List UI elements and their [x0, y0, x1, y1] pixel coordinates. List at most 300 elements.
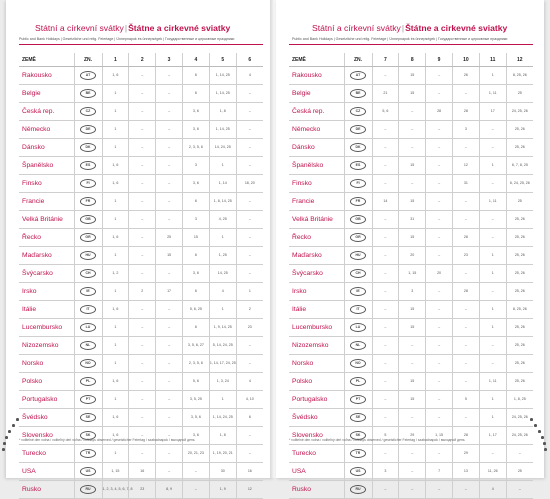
- holiday-dates: –: [156, 103, 183, 121]
- holiday-dates: –: [129, 139, 156, 157]
- country-code-badge: GR: [350, 233, 366, 242]
- holiday-dates: –: [156, 409, 183, 427]
- column-header-code: ZN.: [74, 53, 102, 67]
- holiday-dates: –: [399, 481, 426, 499]
- table-row: [289, 301, 533, 319]
- country-code-badge: US: [80, 467, 96, 476]
- holiday-dates: 23: [129, 481, 156, 499]
- holiday-dates: 1: [102, 193, 129, 211]
- holiday-dates: 7: [426, 463, 453, 481]
- country-name: Finsko: [289, 175, 344, 193]
- holiday-dates: –: [452, 409, 479, 427]
- country-code-cell: [344, 193, 372, 211]
- table-row: [19, 337, 263, 355]
- column-header-country: ZEMĚ: [19, 53, 74, 67]
- holiday-dates: –: [156, 445, 183, 463]
- holiday-dates: –: [236, 337, 263, 355]
- holiday-dates: 15: [399, 67, 426, 85]
- holiday-dates: 1: [479, 391, 506, 409]
- holiday-dates: –: [156, 67, 183, 85]
- table-row: [19, 265, 263, 283]
- country-name: Velká Británie: [289, 211, 344, 229]
- holiday-dates: 14: [372, 193, 399, 211]
- holiday-dates: 15: [399, 193, 426, 211]
- holiday-dates: –: [129, 409, 156, 427]
- holiday-dates: –: [452, 319, 479, 337]
- holiday-dates: 1: [102, 337, 129, 355]
- holiday-dates: 1: [479, 247, 506, 265]
- table-row: [289, 121, 533, 139]
- holiday-dates: 24, 25, 26: [506, 409, 533, 427]
- holiday-dates: 20, 21, 23: [182, 445, 209, 463]
- holiday-dates: 15: [399, 319, 426, 337]
- holiday-dates: 4: [236, 373, 263, 391]
- holiday-dates: –: [399, 139, 426, 157]
- column-header-month: 3: [156, 53, 183, 67]
- holiday-dates: 1, 15: [399, 265, 426, 283]
- holiday-dates: 15: [399, 157, 426, 175]
- holiday-dates: 17: [479, 103, 506, 121]
- holiday-dates: 29: [452, 445, 479, 463]
- country-code-badge: PL: [80, 377, 96, 386]
- right-page: [276, 0, 544, 493]
- holiday-dates: 28: [452, 229, 479, 247]
- country-code-cell: [344, 265, 372, 283]
- holiday-dates: 1, 9, 14, 25: [209, 319, 236, 337]
- holiday-dates: –: [156, 85, 183, 103]
- country-code-cell: [344, 85, 372, 103]
- holiday-dates: 3, 6: [182, 103, 209, 121]
- holiday-dates: –: [372, 265, 399, 283]
- holiday-dates: –: [236, 265, 263, 283]
- holiday-dates: 25, 26: [506, 283, 533, 301]
- holiday-dates: –: [399, 175, 426, 193]
- holiday-dates: –: [156, 337, 183, 355]
- holiday-dates: –: [372, 337, 399, 355]
- column-header-code: ZN.: [344, 53, 372, 67]
- holiday-dates: –: [129, 103, 156, 121]
- holiday-dates: 14, 25: [209, 265, 236, 283]
- holiday-dates: 25, 26: [506, 121, 533, 139]
- country-name: Irsko: [19, 283, 74, 301]
- holiday-dates: 28: [452, 103, 479, 121]
- country-code-cell: [344, 481, 372, 499]
- holiday-dates: –: [129, 355, 156, 373]
- country-name: Španělsko: [19, 157, 74, 175]
- holiday-dates: –: [426, 139, 453, 157]
- holiday-dates: 1: [479, 319, 506, 337]
- country-name: Rusko: [19, 481, 74, 499]
- holiday-dates: –: [129, 265, 156, 283]
- holiday-dates: –: [426, 211, 453, 229]
- country-name: Polsko: [19, 373, 74, 391]
- holiday-dates: 1, 6: [102, 427, 129, 445]
- holiday-dates: 6: [182, 85, 209, 103]
- holiday-dates: 2, 3, 5, 6: [182, 139, 209, 157]
- country-name: Nizozemsko: [19, 337, 74, 355]
- holiday-dates: –: [129, 445, 156, 463]
- holiday-dates: 13: [452, 463, 479, 481]
- table-row: [19, 355, 263, 373]
- table-row: [289, 445, 533, 463]
- holiday-dates: 1, 3, 24: [209, 373, 236, 391]
- holiday-dates: 6: [182, 319, 209, 337]
- holiday-dates: 3: [182, 157, 209, 175]
- country-name: Rusko: [289, 481, 344, 499]
- holiday-dates: –: [452, 301, 479, 319]
- country-name: Belgie: [19, 85, 74, 103]
- title-separator: |: [401, 23, 405, 33]
- country-code-badge: FI: [80, 179, 96, 188]
- country-code-cell: [344, 103, 372, 121]
- country-code-badge: DE: [350, 125, 366, 134]
- holiday-dates: –: [129, 319, 156, 337]
- holiday-dates: –: [452, 139, 479, 157]
- holiday-dates: 1, 14: [209, 175, 236, 193]
- holiday-dates: –: [129, 247, 156, 265]
- holiday-dates: –: [426, 247, 453, 265]
- holiday-dates: 3: [452, 121, 479, 139]
- country-code-badge: NL: [80, 341, 96, 350]
- country-code-badge: SE: [350, 413, 366, 422]
- holiday-dates: –: [129, 121, 156, 139]
- holiday-dates: 8, 25, 26: [506, 67, 533, 85]
- holiday-dates: –: [399, 121, 426, 139]
- holiday-dates: 20: [399, 247, 426, 265]
- holiday-dates: 1, 2: [102, 265, 129, 283]
- holiday-dates: 1: [479, 265, 506, 283]
- country-code-badge: IE: [350, 287, 366, 296]
- holiday-dates: –: [372, 139, 399, 157]
- holiday-dates: 4: [479, 481, 506, 499]
- country-code-badge: DE: [80, 125, 96, 134]
- country-code-badge: CZ: [80, 107, 96, 116]
- country-code-cell: [74, 301, 102, 319]
- holiday-dates: –: [236, 121, 263, 139]
- column-header-month: 7: [372, 53, 399, 67]
- holiday-table-left: [19, 53, 263, 499]
- country-name: Maďarsko: [289, 247, 344, 265]
- holiday-dates: 3: [399, 283, 426, 301]
- column-header-month: 9: [426, 53, 453, 67]
- holiday-dates: 1, 2, 3, 4, 5, 6, 7, 8: [102, 481, 129, 499]
- country-name: Itálie: [19, 301, 74, 319]
- holiday-dates: –: [479, 211, 506, 229]
- holiday-dates: 25: [506, 193, 533, 211]
- country-name: Francie: [19, 193, 74, 211]
- country-name: Maďarsko: [19, 247, 74, 265]
- holiday-dates: –: [372, 175, 399, 193]
- holiday-dates: –: [156, 373, 183, 391]
- holiday-dates: 8, 25, 26: [506, 301, 533, 319]
- holiday-dates: –: [479, 355, 506, 373]
- holiday-dates: 1, 25: [209, 247, 236, 265]
- country-code-badge: SK: [350, 431, 366, 440]
- holiday-dates: 21: [372, 85, 399, 103]
- holiday-dates: 26: [452, 67, 479, 85]
- holiday-dates: 1, 19, 20, 21: [209, 445, 236, 463]
- holiday-dates: –: [506, 445, 533, 463]
- holiday-dates: –: [399, 409, 426, 427]
- holiday-dates: 16: [236, 463, 263, 481]
- country-name: Turecko: [19, 445, 74, 463]
- holiday-dates: 1, 6: [102, 301, 129, 319]
- holiday-dates: –: [372, 229, 399, 247]
- holiday-dates: 25, 26: [506, 211, 533, 229]
- left-page: [6, 0, 274, 493]
- holiday-dates: –: [426, 229, 453, 247]
- holiday-dates: 1, 11: [479, 193, 506, 211]
- holiday-dates: –: [129, 301, 156, 319]
- country-code-badge: LU: [80, 323, 96, 332]
- country-code-cell: [344, 301, 372, 319]
- holiday-dates: 25, 26: [506, 373, 533, 391]
- holiday-dates: 25, 26: [506, 229, 533, 247]
- country-name: Česká rep.: [289, 103, 344, 121]
- holiday-dates: 6: [182, 67, 209, 85]
- holiday-dates: –: [399, 355, 426, 373]
- holiday-dates: 25, 26: [506, 337, 533, 355]
- country-code-badge: FR: [80, 197, 96, 206]
- country-code-badge: IE: [80, 287, 96, 296]
- column-header-month: 1: [102, 53, 129, 67]
- table-row: [19, 373, 263, 391]
- header-rule: [19, 44, 263, 45]
- holiday-dates: 25, 26: [506, 319, 533, 337]
- holiday-dates: –: [129, 211, 156, 229]
- holiday-dates: 1: [209, 229, 236, 247]
- holiday-dates: –: [479, 121, 506, 139]
- table-row: [19, 229, 263, 247]
- holiday-dates: 2, 3, 5, 6: [182, 355, 209, 373]
- holiday-dates: 30: [209, 463, 236, 481]
- holiday-dates: –: [372, 67, 399, 85]
- holiday-dates: –: [372, 481, 399, 499]
- holiday-dates: 1, 14, 17, 24, 25: [209, 355, 236, 373]
- country-name: Portugalsko: [289, 391, 344, 409]
- page-subtitle: Public and Bank Holidays | Gesetzliche und relig. Feiertage | Ünnepnapok és ünnepségek | Государственные и церковные праздники: [19, 37, 235, 41]
- holiday-dates: 1: [209, 157, 236, 175]
- holiday-dates: 28: [452, 427, 479, 445]
- country-name: Irsko: [289, 283, 344, 301]
- holiday-dates: –: [479, 283, 506, 301]
- country-code-cell: [344, 319, 372, 337]
- table-row: [19, 85, 263, 103]
- country-name: Dánsko: [289, 139, 344, 157]
- holiday-dates: 1, 8, 25: [506, 391, 533, 409]
- holiday-dates: 23: [452, 247, 479, 265]
- holiday-dates: 1: [102, 283, 129, 301]
- country-name: Lucembursko: [289, 319, 344, 337]
- column-header-month: 8: [399, 53, 426, 67]
- country-name: Turecko: [289, 445, 344, 463]
- holiday-dates: 5, 6, 25: [182, 301, 209, 319]
- country-code-cell: [344, 463, 372, 481]
- holiday-dates: –: [129, 67, 156, 85]
- holiday-dates: 1, 15: [426, 427, 453, 445]
- holiday-dates: 1: [102, 139, 129, 157]
- holiday-dates: 1: [479, 301, 506, 319]
- country-code-cell: [344, 247, 372, 265]
- column-header-month: 5: [209, 53, 236, 67]
- holiday-dates: –: [129, 193, 156, 211]
- holiday-dates: 1, 11: [479, 373, 506, 391]
- table-row: [19, 121, 263, 139]
- table-row: [289, 283, 533, 301]
- holiday-dates: 11, 26: [479, 463, 506, 481]
- table-row: [19, 391, 263, 409]
- country-code-cell: [344, 373, 372, 391]
- table-row: [19, 103, 263, 121]
- country-name: Portugalsko: [19, 391, 74, 409]
- holiday-dates: 1, 14, 25: [209, 67, 236, 85]
- country-name: Švýcarsko: [289, 265, 344, 283]
- country-code-badge: AT: [80, 71, 96, 80]
- country-code-cell: [74, 355, 102, 373]
- country-code-badge: AT: [350, 71, 366, 80]
- holiday-dates: 1, 14, 25: [209, 121, 236, 139]
- table-row: [19, 139, 263, 157]
- holiday-dates: –: [372, 445, 399, 463]
- holiday-dates: 5: [452, 391, 479, 409]
- holiday-dates: 5, 14, 24, 25: [209, 337, 236, 355]
- country-code-cell: [74, 373, 102, 391]
- title-separator: |: [124, 23, 128, 33]
- holiday-dates: 25, 26: [506, 355, 533, 373]
- table-row: [289, 481, 533, 499]
- holiday-dates: –: [236, 157, 263, 175]
- holiday-dates: 31: [452, 175, 479, 193]
- holiday-dates: –: [452, 355, 479, 373]
- country-name: USA: [289, 463, 344, 481]
- country-code-badge: PT: [350, 395, 366, 404]
- table-row: [289, 391, 533, 409]
- ring-binding-holes-left: [2, 418, 24, 458]
- column-header-month: 11: [479, 53, 506, 67]
- holiday-dates: 25: [156, 229, 183, 247]
- holiday-dates: 1, 6: [102, 157, 129, 175]
- holiday-dates: –: [236, 247, 263, 265]
- table-row: [289, 175, 533, 193]
- holiday-dates: 1: [479, 67, 506, 85]
- country-code-badge: DK: [80, 143, 96, 152]
- holiday-dates: 1, 8, 14, 25: [209, 193, 236, 211]
- holiday-dates: 1: [102, 85, 129, 103]
- holiday-dates: –: [426, 85, 453, 103]
- holiday-dates: –: [399, 445, 426, 463]
- country-code-badge: PT: [80, 395, 96, 404]
- country-code-badge: SE: [80, 413, 96, 422]
- holiday-dates: 12: [236, 481, 263, 499]
- table-row: [19, 67, 263, 85]
- holiday-dates: –: [156, 463, 183, 481]
- country-code-cell: [74, 337, 102, 355]
- holiday-dates: –: [236, 445, 263, 463]
- holiday-dates: 1, 14, 25: [209, 85, 236, 103]
- country-code-badge: SK: [80, 431, 96, 440]
- title-cz: Státní a církevní svátky: [312, 23, 401, 33]
- holiday-dates: –: [156, 157, 183, 175]
- holiday-dates: 1: [102, 445, 129, 463]
- table-row: [289, 67, 533, 85]
- country-code-badge: LU: [350, 323, 366, 332]
- country-code-badge: NO: [80, 359, 96, 368]
- title-sk: Štátne a cirkevné sviatky: [405, 23, 508, 33]
- holiday-dates: –: [372, 319, 399, 337]
- holiday-dates: 15: [399, 301, 426, 319]
- holiday-dates: 6: [182, 193, 209, 211]
- holiday-dates: –: [372, 409, 399, 427]
- country-code-cell: [74, 229, 102, 247]
- country-code-badge: DK: [350, 143, 366, 152]
- holiday-dates: 1, 6: [102, 373, 129, 391]
- country-code-badge: BE: [80, 89, 96, 98]
- holiday-dates: 3: [182, 211, 209, 229]
- country-code-cell: [344, 283, 372, 301]
- ring-binding-holes-right: [526, 418, 548, 458]
- holiday-dates: –: [372, 391, 399, 409]
- holiday-dates: 1: [479, 409, 506, 427]
- country-name: Řecko: [289, 229, 344, 247]
- holiday-dates: 1, 6: [102, 229, 129, 247]
- holiday-dates: 6, 24, 25, 26: [506, 175, 533, 193]
- holiday-dates: 4: [209, 283, 236, 301]
- holiday-dates: –: [372, 211, 399, 229]
- country-code-cell: [74, 445, 102, 463]
- country-code-cell: [344, 337, 372, 355]
- holiday-dates: 1, 8: [209, 103, 236, 121]
- country-name: Finsko: [19, 175, 74, 193]
- table-row: [19, 319, 263, 337]
- column-header-month: 6: [236, 53, 263, 67]
- country-name: Německo: [289, 121, 344, 139]
- holiday-dates: 12: [452, 157, 479, 175]
- holiday-dates: –: [426, 67, 453, 85]
- holiday-dates: –: [236, 85, 263, 103]
- table-row: [289, 355, 533, 373]
- country-code-cell: [74, 481, 102, 499]
- holiday-dates: 6: [182, 283, 209, 301]
- table-row: [19, 445, 263, 463]
- country-code-cell: [74, 409, 102, 427]
- country-code-cell: [344, 175, 372, 193]
- holiday-dates: –: [426, 319, 453, 337]
- table-row: [19, 409, 263, 427]
- country-code-badge: RU: [350, 485, 366, 494]
- holiday-dates: –: [426, 373, 453, 391]
- holiday-dates: –: [129, 229, 156, 247]
- holiday-dates: 29: [399, 427, 426, 445]
- table-row: [289, 211, 533, 229]
- table-row: [19, 481, 263, 499]
- holiday-dates: –: [129, 337, 156, 355]
- holiday-dates: –: [452, 373, 479, 391]
- table-row: [19, 157, 263, 175]
- table-row: [289, 229, 533, 247]
- country-code-cell: [74, 391, 102, 409]
- title-cz: Státní a církevní svátky: [35, 23, 124, 33]
- footnote: * volitelné den volna / voliteľný deň voľna / holidays observed / gesetzlicher Feiertag / szabadnapok / выходной день: [289, 438, 465, 442]
- column-header-month: 10: [452, 53, 479, 67]
- table-row: [289, 265, 533, 283]
- table-header-row: [289, 53, 533, 67]
- holiday-dates: 1: [102, 391, 129, 409]
- holiday-dates: –: [156, 355, 183, 373]
- holiday-dates: –: [129, 85, 156, 103]
- holiday-dates: 1: [209, 301, 236, 319]
- holiday-dates: 6, 7, 8, 25: [506, 157, 533, 175]
- holiday-dates: 1: [102, 121, 129, 139]
